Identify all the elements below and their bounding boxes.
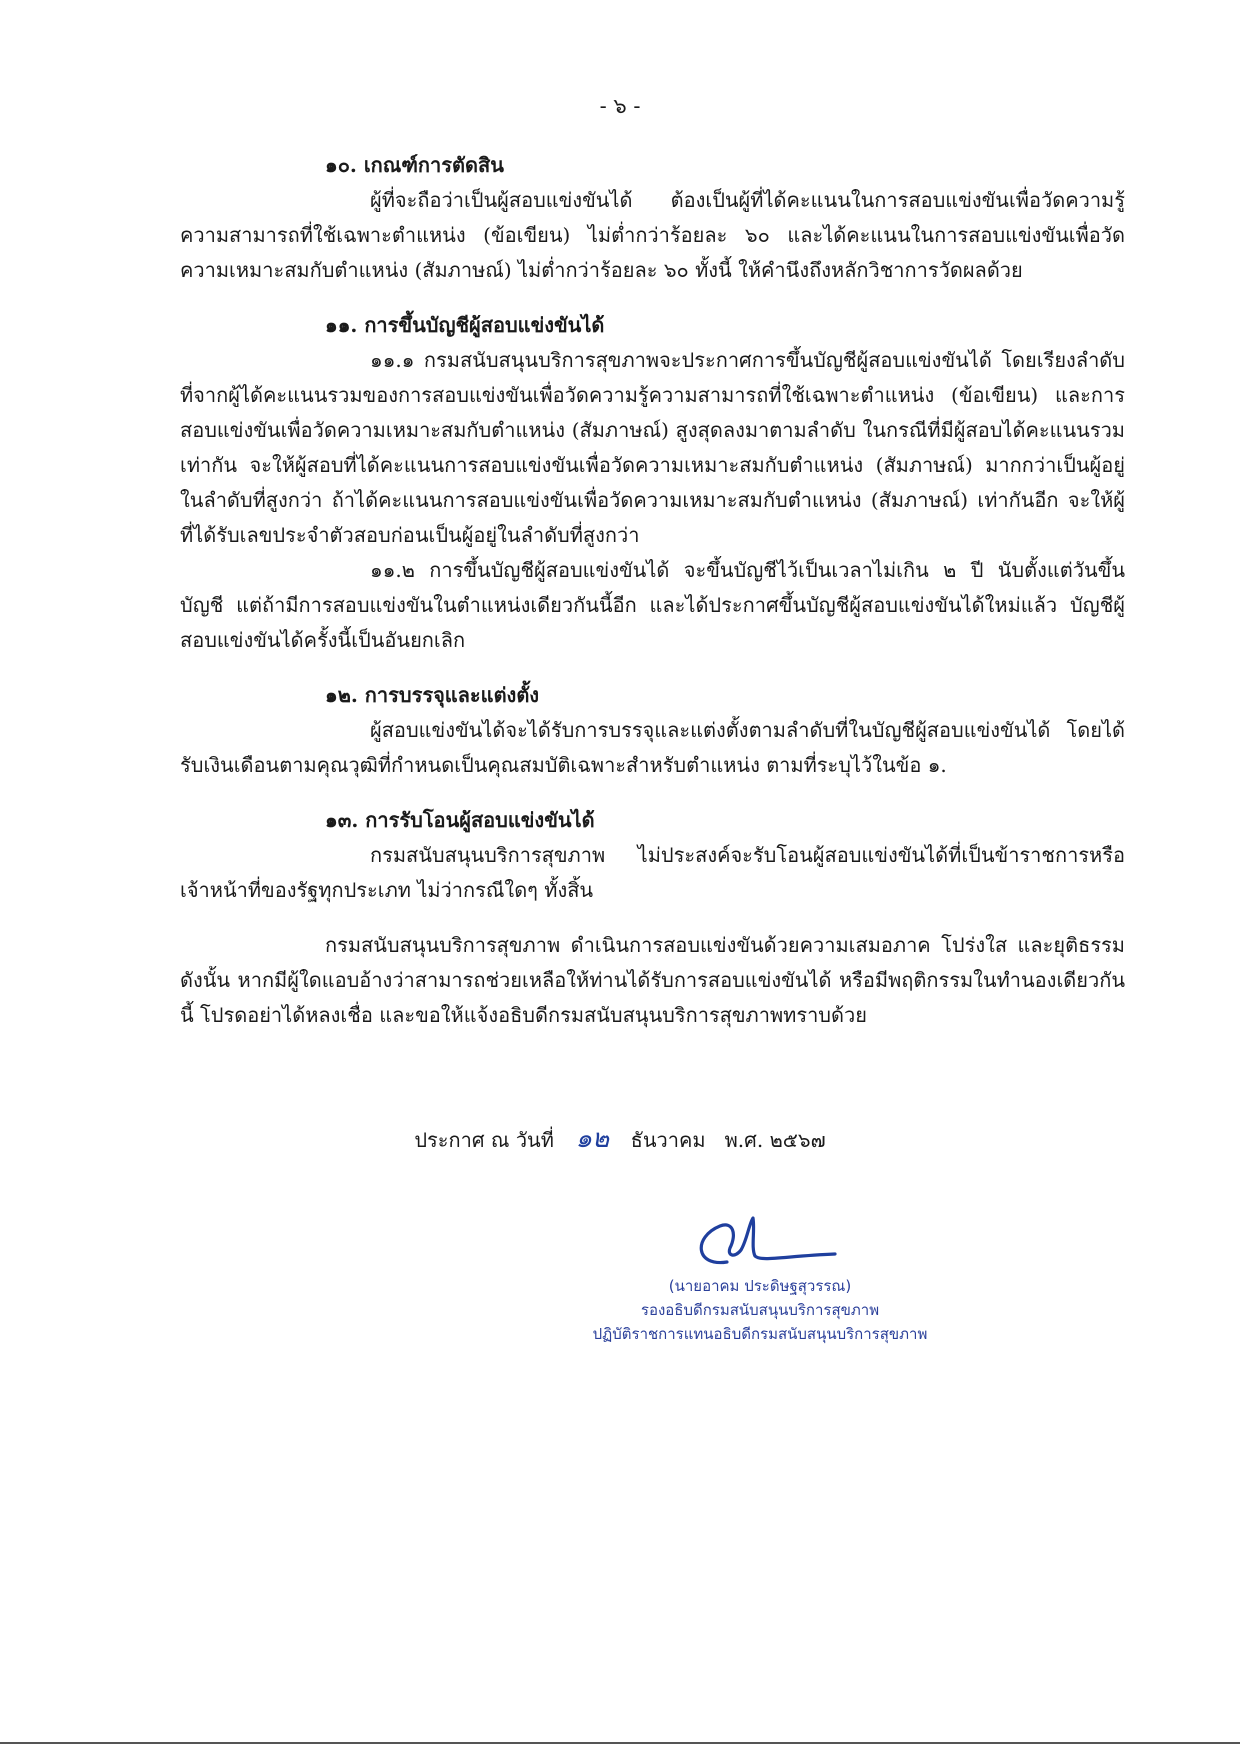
- bottom-rule: [0, 1742, 1240, 1744]
- signatory-acting-for: ปฏิบัติราชการแทนอธิบดีกรมสนับสนุนบริการสุขภาพ: [592, 1325, 928, 1343]
- signature-block: [560, 1212, 960, 1346]
- section-12-paragraph: ผู้สอบแข่งขันได้จะได้รับการบรรจุและแต่งตั้งตามลำดับที่ในบัญชีผู้สอบแข่งขันได้ โดยได้รับเงินเดือนตามคุณวุฒิที่กำหนดเป็นคุณสมบัติเฉพาะสำหรับตำแหน่ง ตามที่ระบุไว้ในข้อ ๑.: [180, 718, 1125, 777]
- section-11-2-paragraph: ๑๑.๒ การขึ้นบัญชีผู้สอบแข่งขันได้ จะขึ้นบัญชีไว้เป็นเวลาไม่เกิน ๒ ปี นับตั้งแต่วันขึ้นบัญชี แต่ถ้ามีการสอบแข่งขันในตำแหน่งเดียวกันนี้อีก และได้ประกาศขึ้นบัญชีผู้สอบแข่งขันได้ใหม่แล้ว บัญชีผู้สอบแข่งขันได้ครั้งนี้เป็นอันยกเลิก: [180, 558, 1125, 652]
- section-heading-12: ๑๒. การบรรจุและแต่งตั้ง: [325, 683, 540, 707]
- announcement-day: ๑๒: [575, 1124, 610, 1154]
- announcement-year: พ.ศ. ๒๕๖๗: [724, 1128, 826, 1152]
- signatory-position: รองอธิบดีกรมสนับสนุนบริการสุขภาพ: [640, 1301, 880, 1319]
- handwritten-signature-icon: [675, 1212, 845, 1272]
- announcement-prefix: ประกาศ ณ วันที่: [414, 1128, 554, 1152]
- section-heading-11: ๑๑. การขึ้นบัญชีผู้สอบแข่งขันได้: [325, 313, 605, 337]
- section-heading-10: ๑๐. เกณฑ์การตัดสิน: [325, 153, 504, 177]
- section-13-paragraph: กรมสนับสนุนบริการสุขภาพ ไม่ประสงค์จะรับโอนผู้สอบแข่งขันได้ที่เป็นข้าราชการหรือเจ้าหน้าที่ของรัฐทุกประเภท ไม่ว่ากรณีใดๆ ทั้งสิ้น: [180, 843, 1125, 902]
- page-number: - ๖ -: [599, 94, 641, 118]
- section-11-1-paragraph: ๑๑.๑ กรมสนับสนุนบริการสุขภาพจะประกาศการขึ้นบัญชีผู้สอบแข่งขันได้ โดยเรียงลำดับที่จากผู้ได้คะแนนรวมของการสอบแข่งขันเพื่อวัดความรู้ความสามารถที่ใช้เฉพาะตำแหน่ง (ข้อเขียน) และการสอบแข่งขันเพื่อวัดความเหมาะสมกับตำแหน่ง (สัมภาษณ์) สูงสุดลงมาตามลำดับ ในกรณีที่มีผู้สอบได้คะแนนรวมเท่ากัน จะให้ผู้สอบที่ได้คะแนนการสอบแข่งขันเพื่อวัดความเหมาะสมกับตำแหน่ง (สัมภาษณ์) มากกว่าเป็นผู้อยู่ในลำดับที่สูงกว่า ถ้าได้คะแนนการสอบแข่งขันเพื่อวัดความเหมาะสมกับตำแหน่ง (สัมภาษณ์) เท่ากันอีก จะให้ผู้ที่ได้รับเลขประจำตัวสอบก่อนเป็นผู้อยู่ในลำดับที่สูงกว่า: [180, 348, 1125, 547]
- section-10-paragraph: ผู้ที่จะถือว่าเป็นผู้สอบแข่งขันได้ ต้องเป็นผู้ที่ได้คะแนนในการสอบแข่งขันเพื่อวัดความรู้ความสามารถที่ใช้เฉพาะตำแหน่ง (ข้อเขียน) ไม่ต่ำกว่าร้อยละ ๖๐ และได้คะแนนในการสอบแข่งขันเพื่อวัดความเหมาะสมกับตำแหน่ง (สัมภาษณ์) ไม่ต่ำกว่าร้อยละ ๖๐ ทั้งนี้ ให้คำนึงถึงหลักวิชาการวัดผลด้วย: [180, 188, 1125, 282]
- announcement-date: [0, 1118, 1240, 1159]
- section-heading-13: ๑๓. การรับโอนผู้สอบแข่งขันได้: [325, 808, 595, 832]
- signatory-name: (นายอาคม ประดิษฐสุวรรณ): [668, 1277, 852, 1295]
- document-body: [180, 148, 1125, 1033]
- announcement-month: ธันวาคม: [630, 1128, 706, 1152]
- closing-paragraph: กรมสนับสนุนบริการสุขภาพ ดำเนินการสอบแข่งขันด้วยความเสมอภาค โปร่งใส และยุติธรรม ดังนั้น หากมีผู้ใดแอบอ้างว่าสามารถช่วยเหลือให้ท่านได้รับการสอบแข่งขันได้ หรือมีพฤติกรรมในทำนองเดียวกันนี้ โปรดอย่าได้หลงเชื่อ และขอให้แจ้งอธิบดีกรมสนับสนุนบริการสุขภาพทราบด้วย: [180, 933, 1125, 1027]
